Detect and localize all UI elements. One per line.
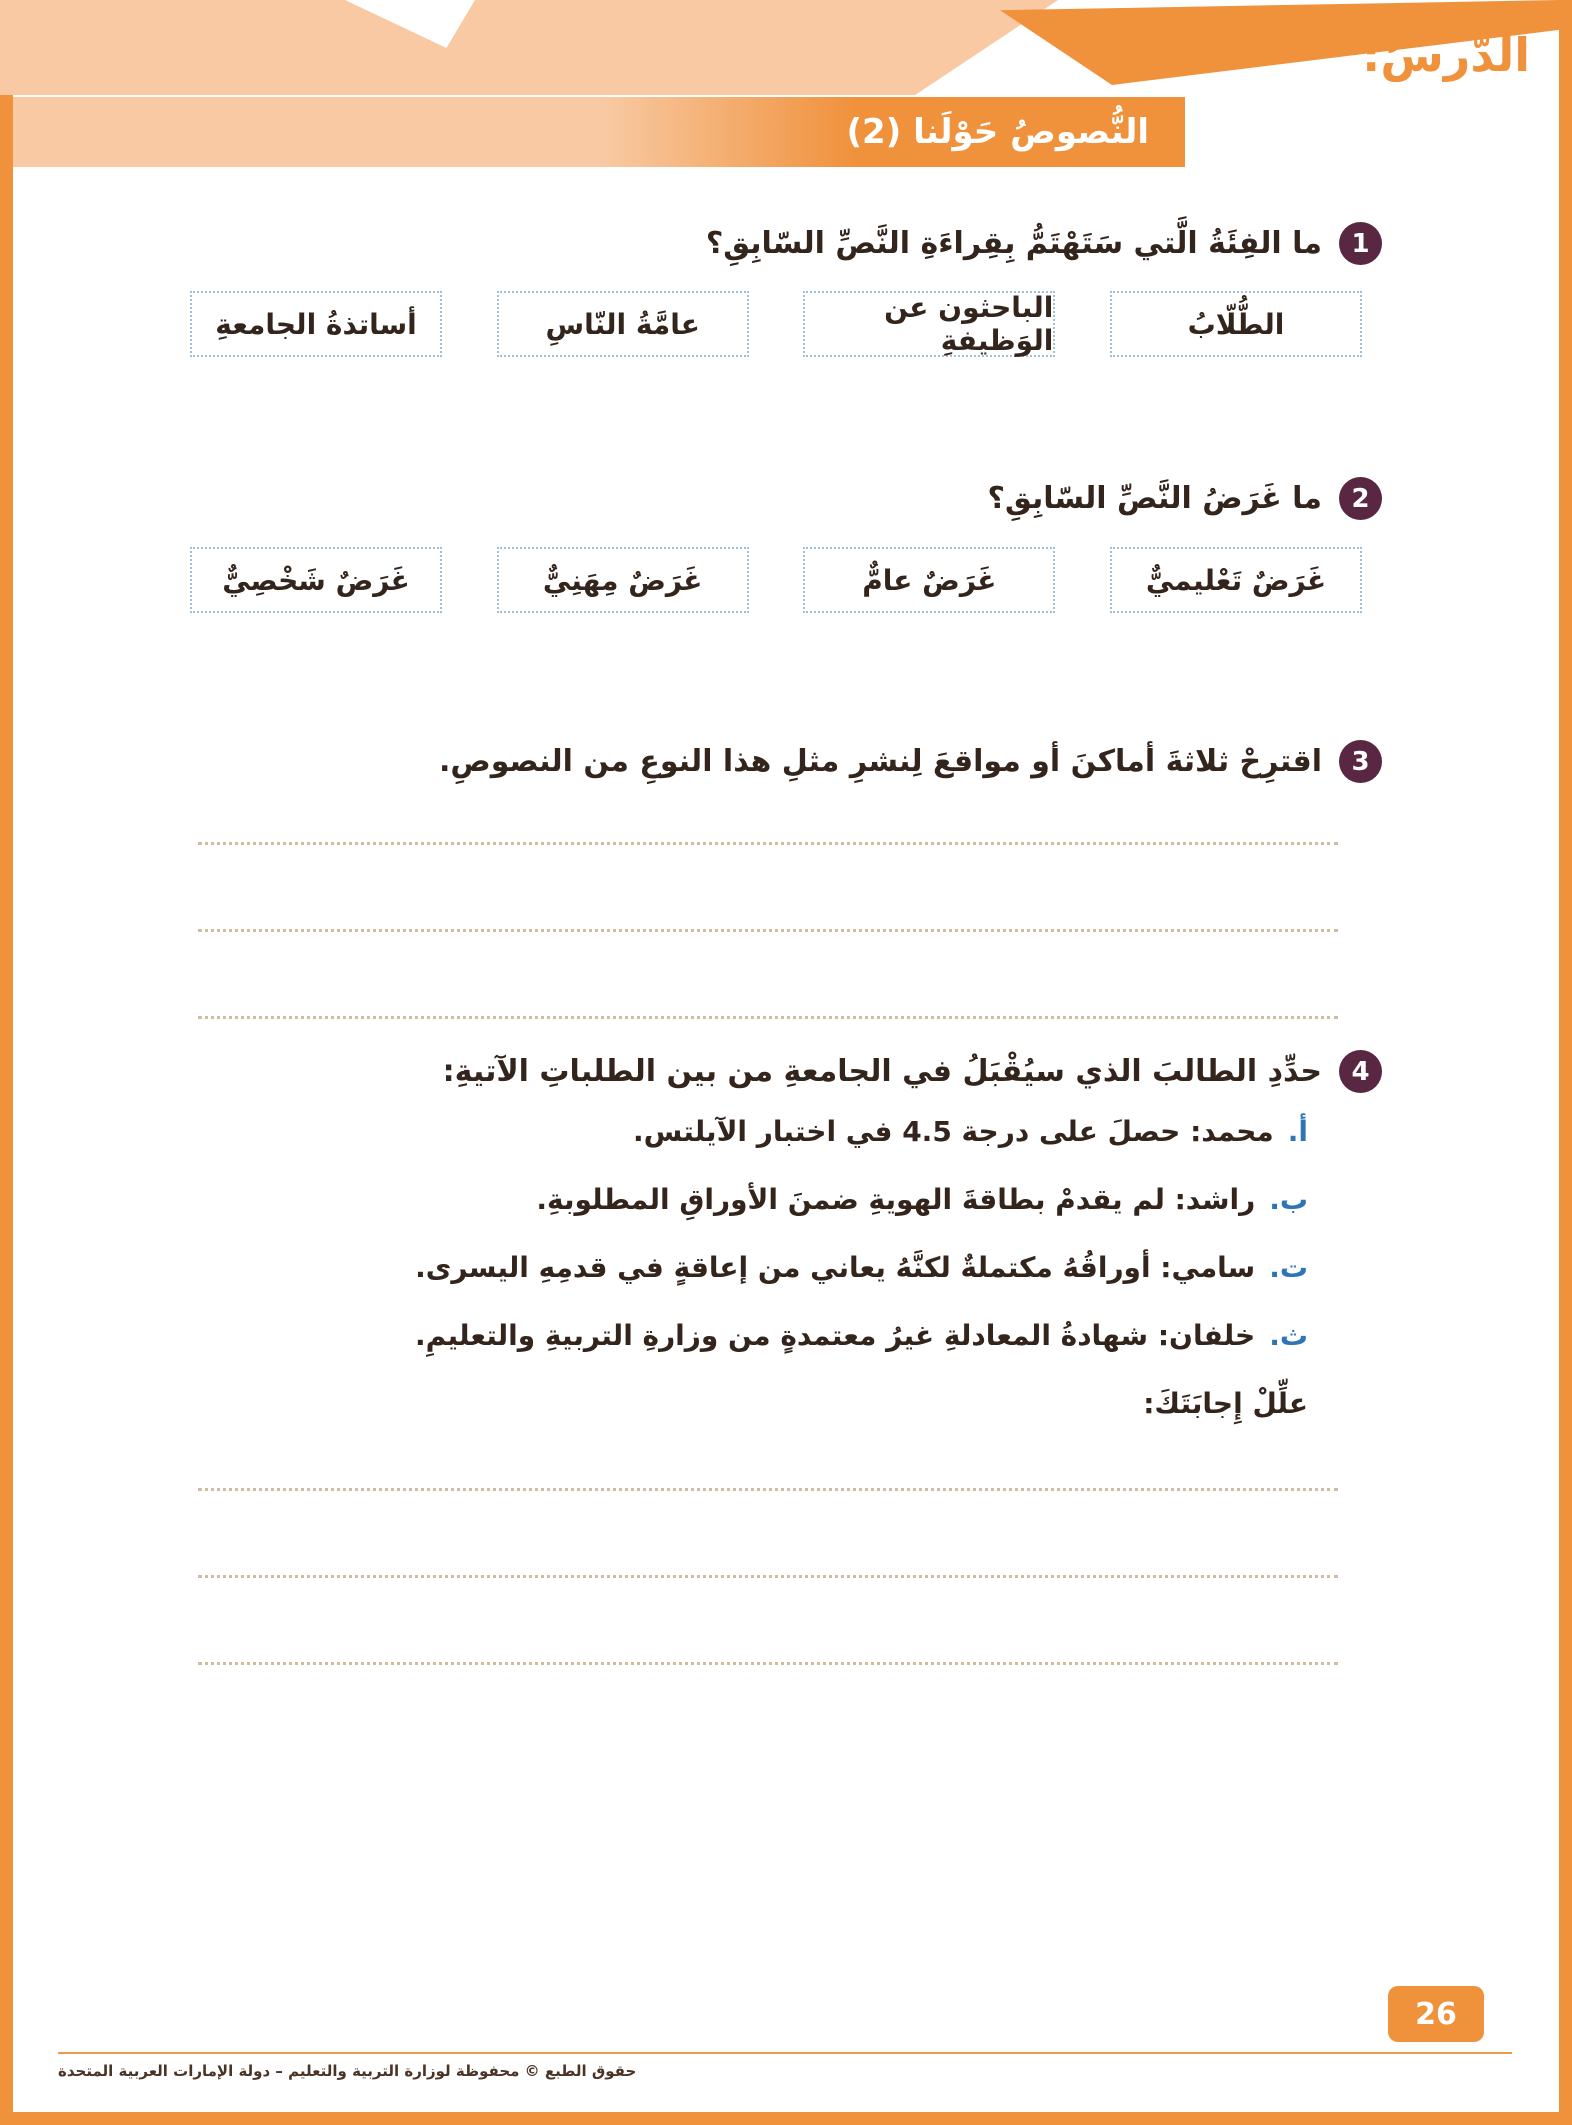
answer-line[interactable] [198,1016,1338,1019]
item-letter-a: أ. [1287,1115,1308,1148]
item-text-d: خلفان: شهادةُ المعادلةِ غيرُ معتمدةٍ من وزارةِ التربيةِ والتعليمِ. [414,1319,1256,1352]
answer-option-educational-purpose[interactable]: غَرَضٌ تَعْليميٌّ [1110,547,1362,613]
lesson-label: الدّرسُ: [1362,28,1530,82]
banner-title: النُّصوصُ حَوْلَنا (2) [846,112,1149,152]
question-1-text: ما الفِئَةُ الَّتي سَتَهْتَمُّ بِقِراءَةِ النَّصِّ السّابِقِ؟ [705,226,1322,261]
answer-option-job-seekers[interactable]: الباحثون عن الوَظيفةِ [803,291,1055,357]
page-number-badge: 26 [1388,1986,1484,2042]
item-text-a: محمد: حصلَ على درجة 4.5 في اختبار الآيلتس. [632,1115,1274,1148]
question-2-text: ما غَرَضُ النَّصِّ السّابِقِ؟ [987,481,1322,516]
item-text-c: سامي: أوراقُهُ مكتملةٌ لكنَّهُ يعاني من إعاقةٍ في قدمِهِ اليسرى. [415,1251,1256,1284]
question-4-text: حدِّدِ الطالبَ الذي سيُقْبَلُ في الجامعةِ من بين الطلباتِ الآتيةِ: [442,1054,1322,1089]
answer-option-students[interactable]: الطُّلّابُ [1110,291,1362,357]
answer-option-general-purpose[interactable]: غَرَضٌ عامٌّ [803,547,1055,613]
page-border-left [0,0,13,2125]
question-1-number: 1 [1339,222,1382,265]
question-2-number: 2 [1339,477,1382,520]
answer-line[interactable] [198,1575,1338,1578]
answer-line[interactable] [198,1488,1338,1491]
answer-line[interactable] [198,1662,1338,1665]
answer-option-general-public[interactable]: عامَّةُ النّاسِ [497,291,749,357]
lesson-banner [13,97,1185,167]
question-1-options [190,291,1362,361]
answer-line[interactable] [198,929,1338,932]
option-item-b [248,1180,1308,1220]
question-3-text: اقترِحْ ثلاثةَ أماكنَ أو مواقعَ لِنشرِ مثلِ هذا النوعِ من النصوصِ. [439,744,1322,779]
page-border-right [1559,0,1572,2125]
item-letter-d: ث. [1269,1319,1308,1352]
justify-answer-label: علِّلْ إِجابَتَكَ: [1143,1387,1308,1420]
page-border-bottom [0,2112,1572,2125]
answer-option-personal-purpose[interactable]: غَرَضٌ شَخْصِيٌّ [190,547,442,613]
answer-option-university-professors[interactable]: أساتذةُ الجامعةِ [190,291,442,357]
question-4-number: 4 [1339,1050,1382,1093]
answer-line[interactable] [198,842,1338,845]
option-item-a [248,1112,1308,1152]
question-3-number: 3 [1339,740,1382,783]
answer-option-professional-purpose[interactable]: غَرَضٌ مِهَنِيٌّ [497,547,749,613]
header-decoration-light [0,0,1058,95]
copyright-text: حقوق الطبع © محفوظة لوزارة التربية والتعليم – دولة الإمارات العربية المتحدة [58,2062,637,2080]
option-item-d [248,1316,1308,1356]
question-2-options [190,547,1362,617]
item-text-b: راشد: لم يقدمْ بطاقةَ الهويةِ ضمنَ الأوراقِ المطلوبةِ. [536,1183,1256,1216]
item-letter-c: ت. [1269,1251,1308,1284]
question-4-items [248,1112,1308,1424]
footer-divider [58,2052,1512,2054]
item-letter-b: ب. [1269,1183,1308,1216]
option-item-c [248,1248,1308,1288]
